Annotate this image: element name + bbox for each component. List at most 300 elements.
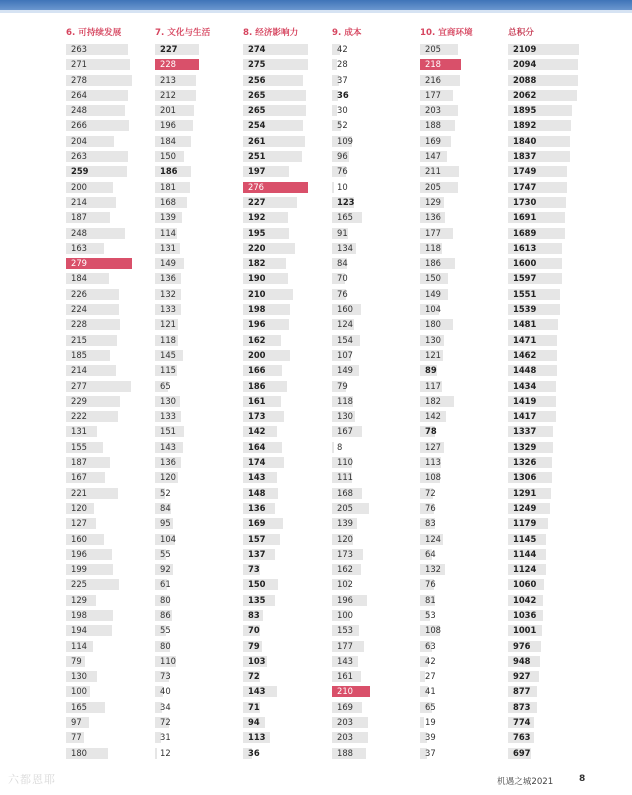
- table-cell: [155, 180, 210, 195]
- value-label: 263: [71, 151, 87, 162]
- value-label: 100: [71, 686, 87, 697]
- value-label: 150: [160, 151, 176, 162]
- table-cell: [155, 455, 210, 470]
- value-label: 180: [71, 747, 87, 758]
- value-label: 151: [160, 426, 176, 437]
- table-cell: [420, 363, 473, 378]
- value-label: 1291: [513, 487, 537, 498]
- value-label: 274: [248, 44, 266, 54]
- table-cell: [243, 562, 298, 577]
- table-cell: [243, 700, 298, 715]
- table-cell: [508, 241, 537, 256]
- value-label: 196: [160, 120, 176, 131]
- value-label: 149: [160, 258, 176, 269]
- value-label: 134: [337, 242, 353, 253]
- value-label: 1419: [513, 395, 537, 406]
- table-cell: [155, 623, 210, 638]
- table-cell: [332, 118, 361, 133]
- value-label: 210: [248, 288, 266, 299]
- table-cell: [420, 348, 473, 363]
- value-label: 133: [160, 411, 176, 422]
- table-cell: [508, 103, 537, 118]
- value-label: 1730: [513, 196, 537, 207]
- table-cell: [155, 271, 210, 286]
- value-label: 164: [248, 441, 266, 452]
- value-label: 1144: [513, 548, 537, 559]
- table-cell: [243, 195, 298, 210]
- value-label: 19: [425, 717, 436, 728]
- value-label: 259: [71, 166, 89, 177]
- value-label: 76: [425, 579, 436, 590]
- value-label: 73: [248, 564, 260, 575]
- table-cell: [332, 424, 361, 439]
- value-label: 196: [71, 548, 87, 559]
- value-label: 95: [160, 518, 171, 529]
- table-cell: [420, 302, 473, 317]
- table-cell: [508, 486, 537, 501]
- table-cell: [508, 149, 537, 164]
- value-label: 275: [248, 59, 266, 70]
- table-cell: [508, 271, 537, 286]
- table-cell: [243, 88, 298, 103]
- table-cell: [243, 440, 298, 455]
- value-label: 180: [425, 319, 441, 330]
- value-label: 205: [337, 502, 353, 513]
- value-label: 210: [337, 686, 353, 697]
- table-cell: [332, 669, 361, 684]
- value-label: 104: [425, 304, 441, 315]
- table-cell: [66, 639, 121, 654]
- table-cell: [243, 608, 298, 623]
- table-cell: [332, 486, 361, 501]
- table-cell: [66, 226, 121, 241]
- value-label: 96: [337, 151, 348, 162]
- value-label: 177: [425, 89, 441, 100]
- table-cell: [508, 210, 537, 225]
- value-label: 1471: [513, 334, 537, 345]
- value-label: 167: [337, 426, 353, 437]
- value-label: 137: [248, 548, 266, 559]
- table-cell: [508, 379, 537, 394]
- value-label: 214: [71, 196, 87, 207]
- value-label: 186: [425, 258, 441, 269]
- value-label: 1042: [513, 594, 537, 605]
- value-label: 114: [71, 640, 87, 651]
- value-label: 148: [248, 487, 266, 498]
- value-label: 182: [248, 258, 266, 269]
- table-cell: [420, 180, 473, 195]
- table-cell: [420, 746, 473, 761]
- value-label: 161: [248, 395, 266, 406]
- publication-name: 机遇之城2021: [497, 777, 554, 787]
- table-cell: [420, 118, 473, 133]
- value-label: 160: [337, 304, 353, 315]
- value-label: 37: [337, 74, 348, 85]
- table-cell: [243, 455, 298, 470]
- value-label: 1837: [513, 151, 537, 162]
- value-label: 167: [71, 472, 87, 483]
- value-label: 73: [160, 671, 171, 682]
- value-label: 214: [71, 365, 87, 376]
- table-cell: [508, 394, 537, 409]
- table-cell: [332, 608, 361, 623]
- value-label: 78: [425, 426, 437, 437]
- table-cell: [155, 42, 210, 57]
- value-label: 1001: [513, 625, 537, 636]
- value-label: 1481: [513, 319, 537, 330]
- column-6: [508, 26, 537, 761]
- value-label: 120: [71, 502, 87, 513]
- table-cell: [155, 639, 210, 654]
- value-bar: [332, 442, 334, 453]
- table-cell: [420, 608, 473, 623]
- table-cell: [155, 440, 210, 455]
- table-cell: [155, 486, 210, 501]
- value-label: 184: [71, 273, 87, 284]
- value-label: 188: [425, 120, 441, 131]
- table-cell: [508, 73, 537, 88]
- value-bar: [155, 748, 157, 759]
- value-label: 8: [337, 441, 343, 452]
- table-cell: [66, 333, 121, 348]
- value-label: 154: [337, 334, 353, 345]
- table-cell: [155, 317, 210, 332]
- table-cell: [332, 684, 361, 699]
- table-cell: [508, 134, 537, 149]
- value-label: 227: [160, 44, 178, 54]
- table-cell: [243, 241, 298, 256]
- value-label: 221: [71, 487, 87, 498]
- value-label: 117: [425, 380, 441, 391]
- value-label: 774: [513, 717, 531, 728]
- table-cell: [243, 210, 298, 225]
- table-cell: [155, 103, 210, 118]
- table-cell: [508, 363, 537, 378]
- table-cell: [155, 287, 210, 302]
- table-cell: [243, 684, 298, 699]
- table-cell: [66, 562, 121, 577]
- value-label: 147: [425, 151, 441, 162]
- value-label: 121: [425, 349, 441, 360]
- value-label: 228: [160, 59, 176, 70]
- value-label: 187: [71, 212, 87, 223]
- value-label: 266: [71, 120, 87, 131]
- table-cell: [332, 57, 361, 72]
- table-cell: [420, 195, 473, 210]
- value-label: 71: [248, 701, 260, 712]
- table-cell: [155, 363, 210, 378]
- value-label: 1749: [513, 166, 537, 177]
- table-cell: [332, 241, 361, 256]
- value-label: 111: [337, 472, 353, 483]
- table-cell: [155, 516, 210, 531]
- value-label: 264: [71, 89, 87, 100]
- value-label: 2062: [513, 89, 537, 100]
- value-label: 196: [248, 319, 266, 330]
- value-label: 83: [425, 518, 436, 529]
- value-label: 72: [160, 717, 171, 728]
- value-label: 135: [248, 594, 266, 605]
- value-label: 129: [71, 594, 87, 605]
- value-label: 204: [71, 135, 87, 146]
- value-label: 1551: [513, 288, 537, 299]
- value-label: 136: [425, 212, 441, 223]
- value-label: 84: [160, 502, 171, 513]
- value-label: 877: [513, 686, 531, 697]
- table-cell: [155, 210, 210, 225]
- table-cell: [420, 149, 473, 164]
- table-cell: [420, 57, 473, 72]
- table-cell: [243, 149, 298, 164]
- value-label: 149: [425, 288, 441, 299]
- table-cell: [508, 669, 534, 684]
- table-cell: [420, 241, 473, 256]
- value-label: 211: [425, 166, 441, 177]
- table-cell: [155, 88, 210, 103]
- value-label: 1145: [513, 533, 537, 544]
- value-label: 1600: [513, 258, 537, 269]
- table-cell: [243, 486, 298, 501]
- value-label: 91: [337, 227, 348, 238]
- table-cell: [508, 532, 537, 547]
- value-label: 226: [71, 288, 87, 299]
- table-cell: [420, 379, 473, 394]
- value-label: 131: [160, 242, 176, 253]
- table-cell: [243, 164, 298, 179]
- table-cell: [66, 164, 121, 179]
- table-cell: [243, 57, 298, 72]
- table-cell: [243, 470, 298, 485]
- table-cell: [155, 424, 210, 439]
- value-label: 256: [248, 74, 266, 85]
- value-label: 215: [71, 334, 87, 345]
- table-cell: [332, 746, 361, 761]
- value-label: 12: [160, 747, 171, 758]
- table-cell: [508, 88, 537, 103]
- table-cell: [155, 226, 210, 241]
- table-cell: [66, 608, 121, 623]
- value-label: 198: [71, 609, 87, 620]
- value-label: 697: [513, 747, 531, 758]
- value-label: 200: [71, 181, 87, 192]
- value-label: 143: [248, 472, 266, 483]
- value-label: 196: [337, 594, 353, 605]
- table-cell: [243, 593, 298, 608]
- table-cell: [66, 440, 121, 455]
- column-4: [332, 26, 361, 761]
- table-cell: [420, 700, 473, 715]
- column-title: 8. 经济影响力: [243, 28, 299, 38]
- table-cell: [243, 669, 298, 684]
- value-label: 1840: [513, 135, 537, 146]
- table-cell: [243, 118, 298, 133]
- table-cell: [66, 149, 121, 164]
- table-cell: [155, 684, 210, 699]
- table-cell: [243, 302, 298, 317]
- table-cell: [420, 547, 473, 562]
- value-label: 86: [160, 609, 171, 620]
- table-cell: [420, 88, 473, 103]
- table-cell: [66, 134, 121, 149]
- column-3: [243, 26, 298, 761]
- value-label: 72: [425, 487, 436, 498]
- table-cell: [66, 730, 121, 745]
- value-label: 130: [71, 671, 87, 682]
- value-label: 174: [248, 457, 266, 468]
- table-cell: [508, 57, 537, 72]
- value-label: 28: [337, 59, 348, 70]
- value-label: 115: [160, 365, 176, 376]
- value-label: 160: [71, 533, 87, 544]
- value-label: 163: [71, 242, 87, 253]
- table-cell: [332, 593, 361, 608]
- value-label: 142: [425, 411, 441, 422]
- table-cell: [508, 348, 537, 363]
- table-cell: [243, 424, 298, 439]
- table-cell: [420, 103, 473, 118]
- table-cell: [420, 42, 473, 57]
- value-label: 92: [160, 564, 171, 575]
- table-cell: [155, 730, 210, 745]
- table-cell: [508, 118, 537, 133]
- table-cell: [243, 333, 298, 348]
- table-cell: [243, 715, 298, 730]
- table-cell: [66, 547, 121, 562]
- table-cell: [332, 317, 361, 332]
- table-cell: [243, 180, 298, 195]
- table-cell: [332, 715, 361, 730]
- table-cell: [66, 532, 121, 547]
- table-cell: [243, 746, 298, 761]
- value-label: 114: [160, 227, 176, 238]
- value-label: 1036: [513, 609, 537, 620]
- table-cell: [155, 333, 210, 348]
- table-cell: [66, 409, 121, 424]
- table-cell: [155, 302, 210, 317]
- table-cell: [508, 562, 537, 577]
- table-cell: [66, 623, 121, 638]
- table-cell: [420, 226, 473, 241]
- value-label: 169: [248, 518, 266, 529]
- table-cell: [420, 730, 473, 745]
- table-cell: [508, 195, 537, 210]
- value-label: 37: [425, 747, 436, 758]
- table-cell: [420, 623, 473, 638]
- value-label: 182: [425, 395, 441, 406]
- column-title: 总积分: [508, 28, 534, 38]
- value-label: 225: [71, 579, 87, 590]
- value-label: 1060: [513, 579, 537, 590]
- table-cell: [508, 317, 537, 332]
- table-cell: [155, 164, 210, 179]
- table-cell: [420, 577, 473, 592]
- value-label: 1539: [513, 304, 537, 315]
- table-cell: [508, 715, 534, 730]
- value-label: 948: [513, 655, 531, 666]
- value-label: 198: [248, 304, 266, 315]
- value-label: 168: [337, 487, 353, 498]
- table-cell: [66, 455, 121, 470]
- table-cell: [66, 700, 121, 715]
- table-cell: [420, 440, 473, 455]
- value-label: 94: [248, 717, 260, 728]
- table-cell: [66, 394, 121, 409]
- column-title: 6. 可持续发展: [66, 28, 122, 38]
- table-cell: [66, 302, 121, 317]
- table-cell: [243, 42, 298, 57]
- value-label: 166: [248, 365, 266, 376]
- value-label: 130: [337, 411, 353, 422]
- table-cell: [508, 577, 537, 592]
- table-cell: [508, 164, 537, 179]
- table-cell: [508, 226, 537, 241]
- table-cell: [420, 715, 473, 730]
- table-cell: [155, 379, 210, 394]
- value-label: 36: [248, 747, 260, 758]
- value-label: 100: [337, 609, 353, 620]
- table-cell: [66, 195, 121, 210]
- value-label: 36: [337, 89, 349, 100]
- value-label: 2094: [513, 59, 537, 70]
- table-cell: [66, 73, 121, 88]
- value-label: 80: [160, 640, 171, 651]
- column-2: [155, 26, 210, 761]
- table-cell: [243, 363, 298, 378]
- value-label: 190: [248, 273, 266, 284]
- table-cell: [155, 394, 210, 409]
- table-cell: [508, 608, 537, 623]
- table-cell: [508, 256, 537, 271]
- value-label: 265: [248, 89, 266, 100]
- value-label: 1895: [513, 105, 537, 116]
- value-label: 2088: [513, 74, 537, 85]
- value-label: 192: [248, 212, 266, 223]
- watermark-text: 六都恩耶: [8, 773, 56, 786]
- value-label: 1249: [513, 502, 537, 513]
- table-cell: [332, 195, 361, 210]
- value-label: 254: [248, 120, 266, 131]
- table-cell: [508, 700, 534, 715]
- table-cell: [508, 302, 537, 317]
- table-cell: [155, 195, 210, 210]
- value-label: 1326: [513, 457, 537, 468]
- value-label: 169: [337, 701, 353, 712]
- table-cell: [420, 501, 473, 516]
- value-label: 79: [248, 640, 260, 651]
- table-cell: [332, 547, 361, 562]
- value-label: 131: [71, 426, 87, 437]
- value-label: 1337: [513, 426, 537, 437]
- value-label: 186: [248, 380, 266, 391]
- table-cell: [508, 516, 537, 531]
- table-cell: [66, 669, 121, 684]
- table-cell: [66, 470, 121, 485]
- value-label: 76: [337, 166, 348, 177]
- value-label: 76: [425, 502, 436, 513]
- value-label: 263: [71, 44, 87, 54]
- table-cell: [66, 746, 121, 761]
- value-label: 84: [337, 258, 348, 269]
- value-label: 42: [425, 655, 436, 666]
- value-label: 220: [248, 242, 266, 253]
- table-cell: [508, 42, 537, 57]
- table-cell: [508, 333, 537, 348]
- table-cell: [508, 654, 534, 669]
- value-label: 229: [71, 395, 87, 406]
- table-cell: [420, 73, 473, 88]
- value-label: 109: [337, 135, 353, 146]
- value-label: 118: [160, 334, 176, 345]
